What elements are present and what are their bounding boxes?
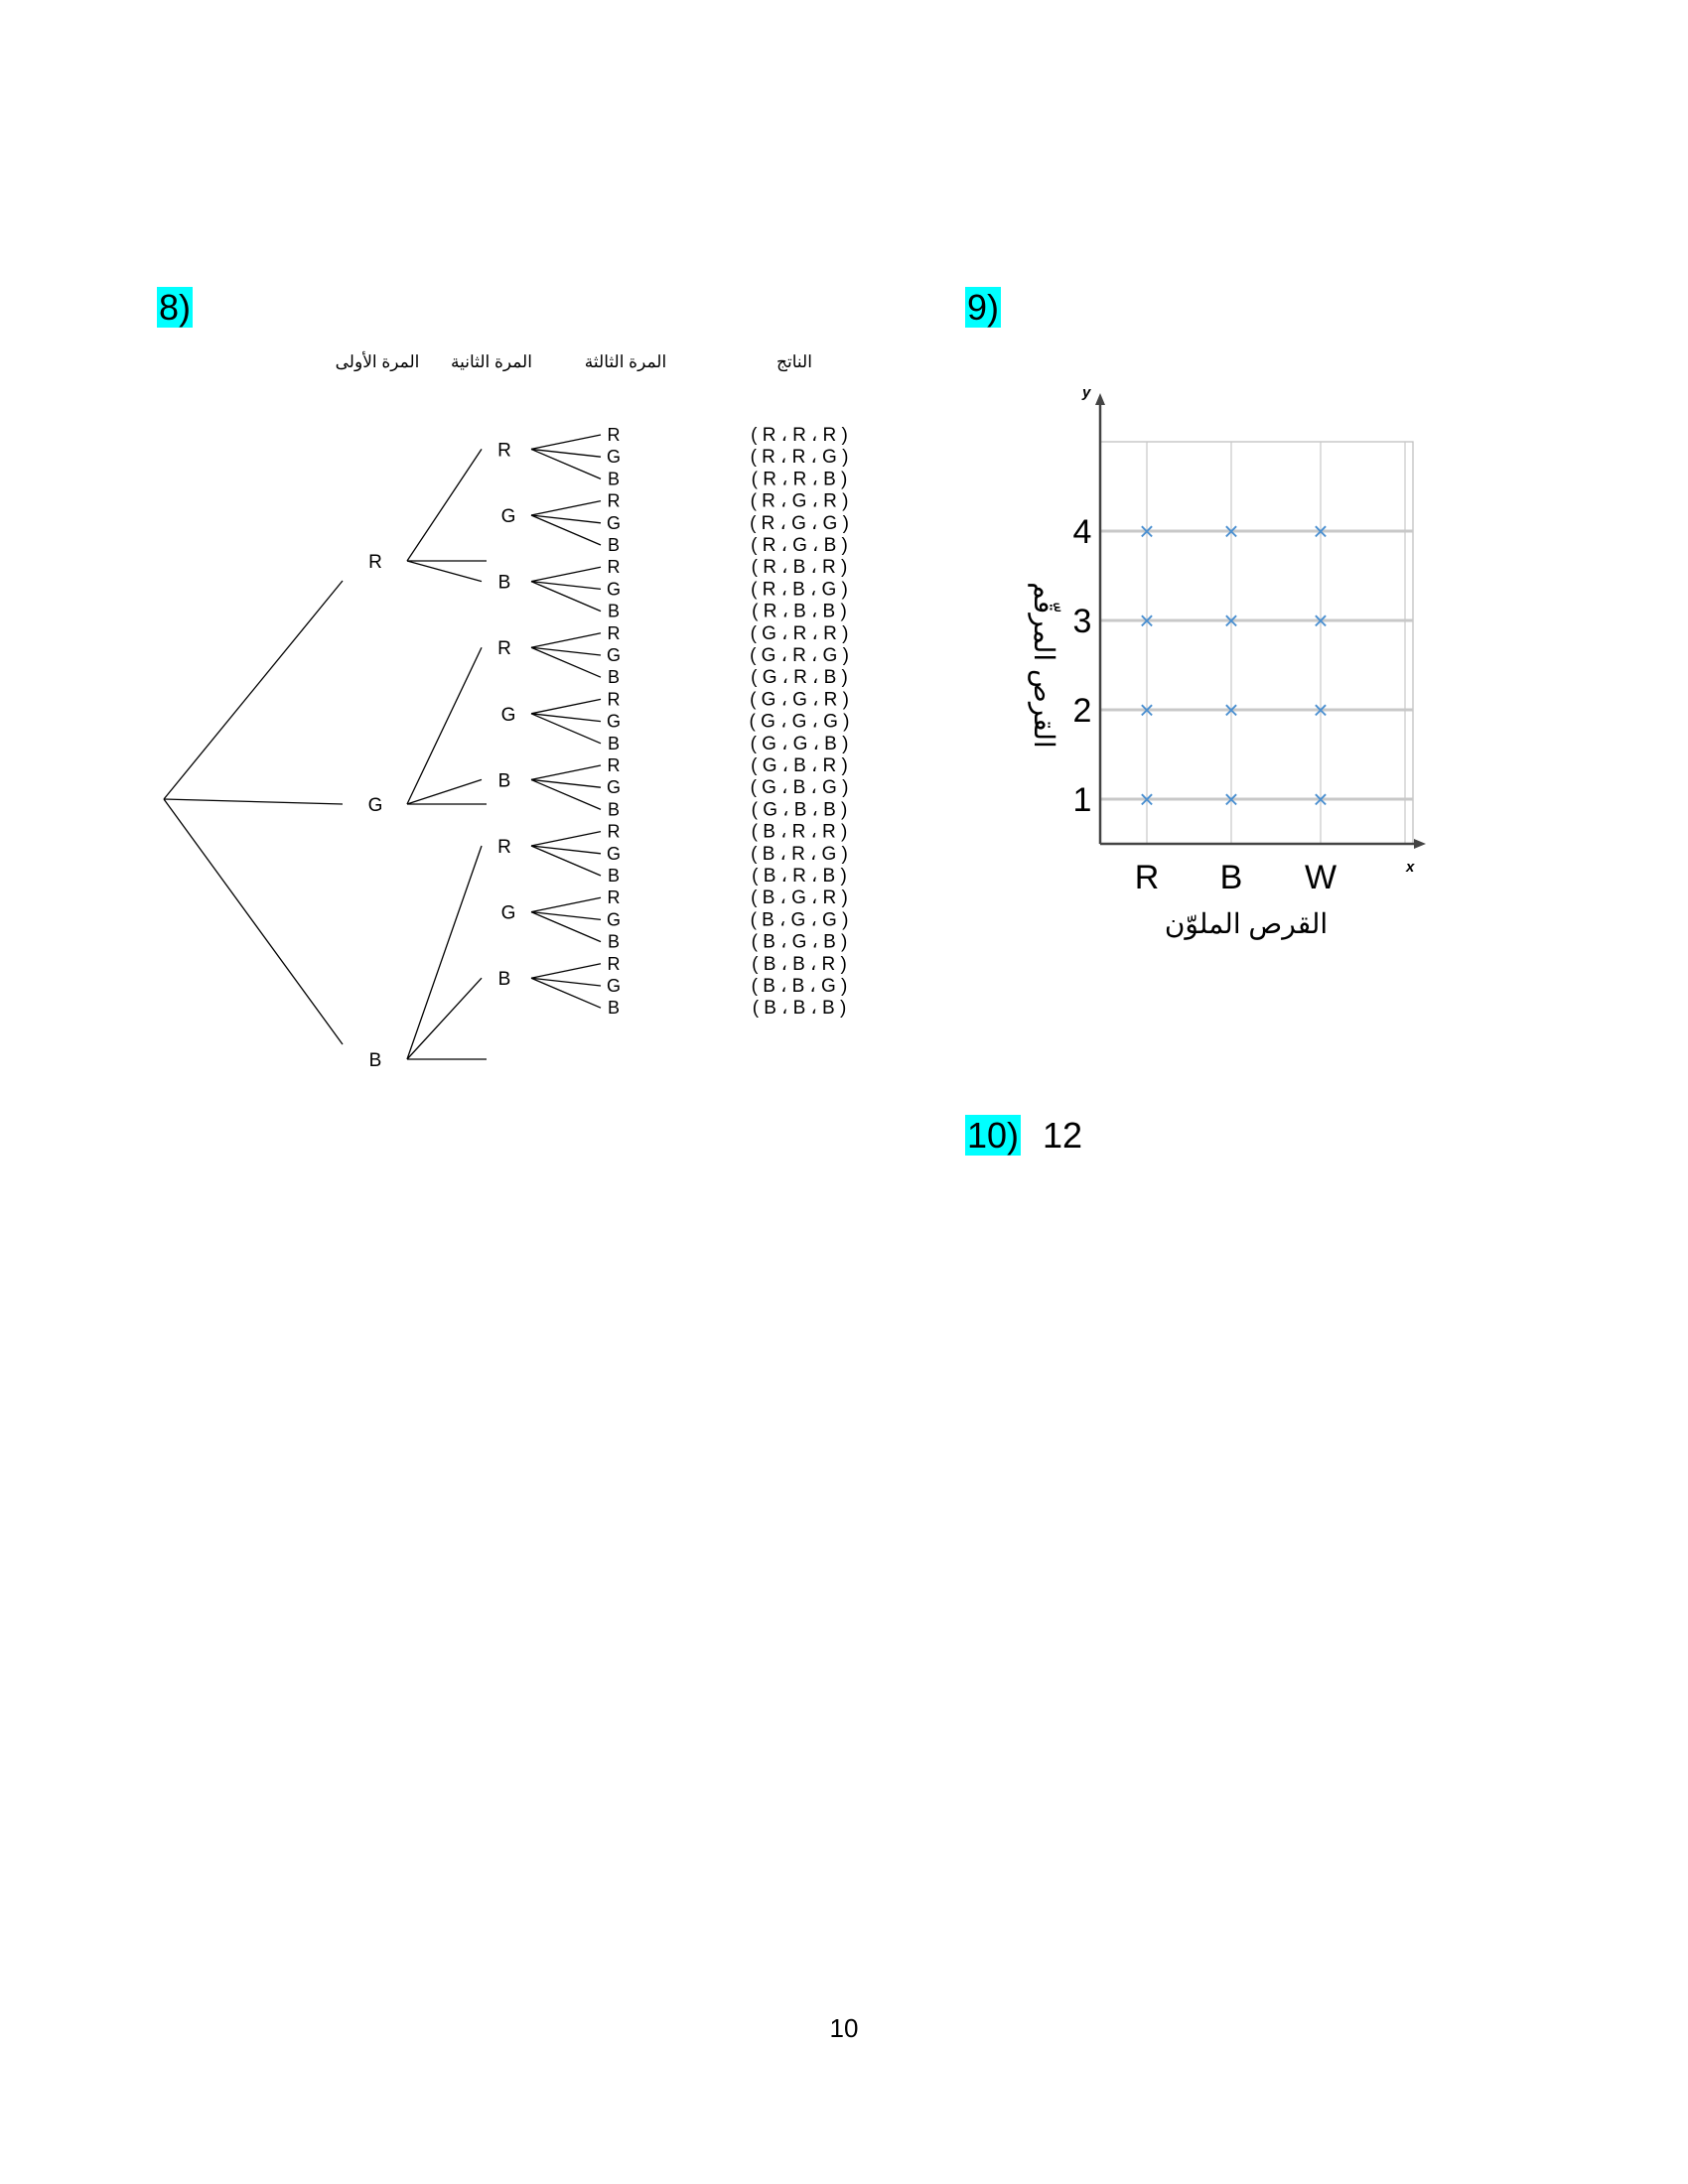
third-draw-G: G [606, 579, 622, 600]
second-draw-B: B [497, 572, 511, 594]
outcome: ( R ، R ، G ) [750, 447, 849, 469]
branch-line [164, 581, 343, 799]
third-draw-B: B [607, 998, 621, 1019]
second-draw-G: G [500, 704, 516, 726]
third-draw-R: R [607, 490, 621, 511]
tree-header-1: المرة الأولى [335, 352, 420, 371]
third-draw-B: B [607, 601, 621, 621]
x-tick-label: W [1304, 859, 1337, 896]
outcome-marker: × [1223, 695, 1239, 725]
outcome: ( R ، R ، R ) [751, 425, 848, 446]
branch-line [531, 435, 601, 449]
outcome: ( G ، R ، B ) [751, 667, 848, 689]
third-draw-G: G [606, 777, 622, 798]
outcome: ( G ، B ، B ) [751, 799, 848, 821]
third-draw-B: B [607, 799, 621, 820]
outcome: ( R ، R ، B ) [751, 469, 848, 490]
x-tick-label: B [1219, 859, 1243, 896]
outcome: ( B ، G ، G ) [750, 909, 849, 931]
branch-line [164, 799, 343, 804]
branch-line [531, 633, 601, 647]
tree-header-4: الناتج [776, 352, 812, 371]
second-draw-G: G [500, 506, 516, 528]
branch-line [407, 978, 482, 1059]
outcome-marker: × [1313, 516, 1329, 546]
third-draw-G: G [606, 711, 622, 732]
branch-line [164, 799, 343, 1044]
branch-line [531, 964, 601, 978]
outcome: ( R ، G ، R ) [750, 490, 849, 512]
branch-line [531, 897, 601, 911]
first-draw-G: G [367, 795, 383, 816]
third-draw-R: R [607, 821, 621, 842]
outcome-marker: × [1223, 516, 1239, 546]
tree-diagram [149, 338, 864, 1231]
third-draw-R: R [607, 755, 621, 775]
x-axis-letter: x [1406, 859, 1415, 876]
outcome-marker: × [1139, 516, 1155, 546]
outcome: ( R ، B ، R ) [751, 557, 848, 579]
outcome: ( R ، B ، B ) [752, 601, 847, 622]
outcome: ( G ، B ، R ) [751, 755, 848, 776]
outcome: ( B ، B ، B ) [752, 998, 847, 1020]
outcome-marker: × [1139, 606, 1155, 635]
third-draw-G: G [606, 512, 622, 533]
y-axis-title: القرص المرقّم [1029, 582, 1059, 749]
branch-line [531, 699, 601, 713]
outcome: ( G ، B ، G ) [750, 777, 849, 799]
third-draw-B: B [607, 733, 621, 753]
third-draw-R: R [607, 887, 621, 908]
branch-line [407, 846, 482, 1059]
third-draw-B: B [607, 667, 621, 688]
branch-line [531, 501, 601, 515]
branch-line [407, 561, 482, 582]
outcome: ( B ، G ، B ) [751, 931, 848, 953]
third-draw-B: B [607, 535, 621, 555]
third-draw-G: G [606, 645, 622, 665]
outcome: ( G ، R ، G ) [750, 645, 849, 666]
x-tick-label: R [1134, 859, 1160, 896]
y-tick-label: 4 [1072, 513, 1092, 551]
second-draw-B: B [497, 770, 511, 792]
outcome-marker: × [1139, 695, 1155, 725]
outcome-marker: × [1223, 606, 1239, 635]
y-tick-label: 3 [1072, 603, 1092, 640]
outcome: ( B ، R ، R ) [751, 821, 848, 843]
second-draw-B: B [497, 969, 511, 991]
outcome: ( R ، B ، G ) [751, 579, 848, 601]
outcome: ( G ، G ، R ) [750, 689, 849, 711]
second-draw-R: R [497, 837, 511, 859]
branch-line [407, 779, 482, 804]
outcome: ( B ، B ، G ) [751, 976, 848, 997]
y-tick-label: 2 [1072, 692, 1092, 730]
outcome: ( R ، G ، B ) [751, 535, 848, 556]
page-number: 10 [829, 2013, 859, 2043]
outcome-marker: × [1313, 784, 1329, 814]
y-axis-letter: y [1082, 384, 1091, 401]
question-8-label: 8) [159, 287, 192, 328]
sample-space-grid [983, 377, 1450, 963]
first-draw-R: R [368, 552, 382, 573]
tree-header-2: المرة الثانية [451, 352, 532, 371]
y-axis-arrow [1095, 393, 1105, 405]
x-axis-arrow [1414, 839, 1426, 849]
first-draw-B: B [368, 1050, 382, 1071]
third-draw-G: G [606, 909, 622, 930]
branch-line [407, 449, 482, 561]
third-draw-R: R [607, 689, 621, 710]
outcome: ( B ، R ، G ) [751, 843, 848, 865]
tree-header-3: المرة الثالثة [584, 352, 667, 371]
third-draw-G: G [606, 976, 622, 996]
second-draw-R: R [497, 638, 511, 660]
outcome: ( B ، R ، B ) [752, 866, 847, 887]
outcome-marker: × [1223, 784, 1239, 814]
outcome: ( B ، B ، R ) [752, 953, 847, 975]
x-axis-title: القرص الملوّن [1164, 908, 1329, 939]
question-9-label: 9) [967, 287, 1000, 328]
third-draw-B: B [607, 866, 621, 886]
outcome-marker: × [1313, 695, 1329, 725]
question-10 [965, 1115, 1083, 1156]
third-draw-R: R [607, 622, 621, 643]
question-10-label: 10) [967, 1115, 1020, 1156]
third-draw-B: B [607, 469, 621, 489]
third-draw-B: B [607, 931, 621, 952]
outcome: ( B ، G ، R ) [751, 887, 848, 909]
third-draw-R: R [607, 557, 621, 578]
outcome: ( G ، G ، B ) [750, 733, 849, 754]
question-10-answer: 12 [1043, 1115, 1083, 1156]
branch-line [531, 832, 601, 846]
outcome: ( G ، R ، R ) [750, 622, 849, 644]
second-draw-G: G [500, 902, 516, 924]
third-draw-G: G [606, 843, 622, 864]
branch-line [531, 567, 601, 581]
second-draw-R: R [497, 440, 511, 462]
outcome-marker: × [1313, 606, 1329, 635]
branch-line [531, 765, 601, 779]
third-draw-R: R [607, 425, 621, 445]
branch-line [407, 647, 482, 804]
outcome: ( G ، G ، G ) [749, 711, 850, 733]
y-tick-label: 1 [1072, 781, 1092, 819]
third-draw-R: R [607, 953, 621, 974]
outcome: ( R ، G ، G ) [750, 512, 849, 534]
outcome-marker: × [1139, 784, 1155, 814]
third-draw-G: G [606, 447, 622, 468]
